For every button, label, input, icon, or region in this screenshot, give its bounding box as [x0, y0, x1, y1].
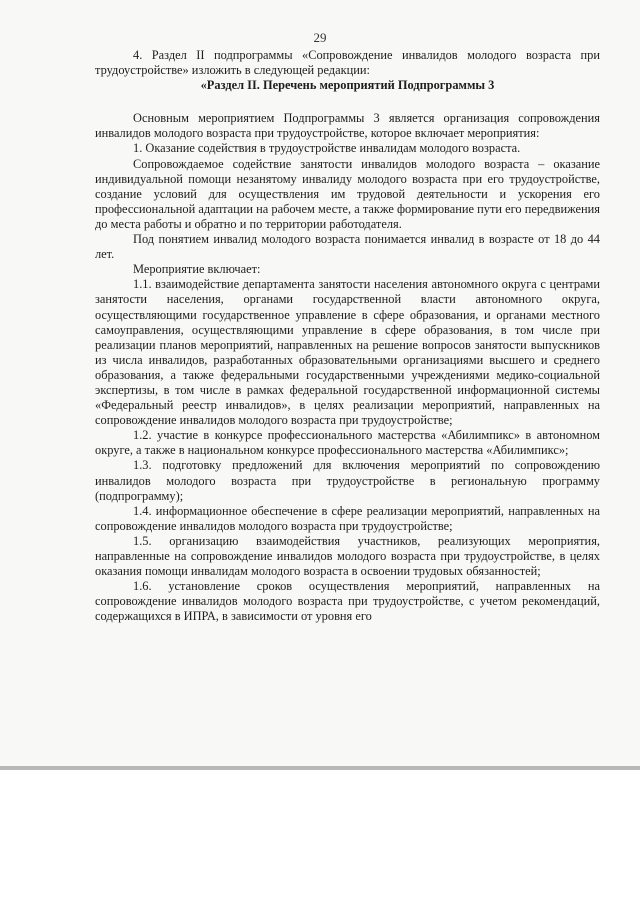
blank-area [0, 770, 640, 905]
section-title: «Раздел II. Перечень мероприятий Подпрограммы 3 [200, 78, 495, 93]
page-number: 29 [313, 30, 327, 45]
paragraph: Сопровождаемое содействие занятости инвалидов молодого возраста – оказание индивидуальной помощи незанятому инвалиду молодого возраста при его трудоустройстве, создание условий для осуществления им трудовой деятельности и ускорения его профессиональной адаптации на рабочем месте, а также формирование пути его передвижения до места работы и обратно и по территории работодателя. [95, 156, 600, 231]
intro-paragraph: 4. Раздел II подпрограммы «Сопровождение инвалидов молодого возраста при трудоустройстве» изложить в следующей редакции: [95, 48, 600, 78]
list-item: 1.4. информационное обеспечение в сфере реализации мероприятий, направленных на сопровождение инвалидов молодого возраста при трудоустройстве; [95, 503, 600, 533]
list-item: 1.1. взаимодействие департамента занятости населения автономного округа с центрами занятости населения, органами государственной власти автономного округа, осуществляющими государственное управление в сфере образования, и органами местного самоуправления, осуществляющими управление в сфере образования, в том числе при реализации планов мероприятий, направленных на решение вопросов занятости выпускников из числа инвалидов, разработанных образовательными организациями высшего и среднего образования, а также федеральными государственными учреждениями медико-социальной экспертизы, в том числе в рамках федеральной государственной информационной системы «Федеральный реестр инвалидов», в целях реализации мероприятий, направленных на сопровождение инвалидов молодого возраста при трудоустройстве; [95, 277, 600, 428]
paragraph: Под понятием инвалид молодого возраста понимается инвалид в возрасте от 18 до 44 лет. [95, 232, 600, 262]
paragraph: Основным мероприятием Подпрограммы 3 является организация сопровождения инвалидов молодого возраста при трудоустройстве, которое включает мероприятия: [95, 111, 600, 141]
document-body [95, 48, 600, 624]
paragraph: 1. Оказание содействия в трудоустройстве инвалидам молодого возраста. [133, 141, 521, 156]
list-item: 1.5. организацию взаимодействия участников, реализующих мероприятия, направленные на сопровождение инвалидов молодого возраста при трудоустройстве, в целях оказания помощи инвалидам молодого возраста в освоении трудовых обязанностей; [95, 533, 600, 579]
list-item: 1.2. участие в конкурсе профессионального мастерства «Абилимпикс» в автономном округе, а также в национальном конкурсе профессионального мастерства «Абилимпикс»; [95, 428, 600, 458]
list-item: 1.6. установление сроков осуществления мероприятий, направленных на сопровождение инвалидов молодого возраста при трудоустройстве, с учетом рекомендаций, содержащихся в ИПРА, в зависимости от уровня его [95, 579, 600, 624]
paragraph: Мероприятие включает: [133, 262, 261, 277]
list-item: 1.3. подготовку предложений для включения мероприятий по сопровождению инвалидов молодого возраста при трудоустройстве в региональную программу (подпрограмму); [95, 458, 600, 503]
